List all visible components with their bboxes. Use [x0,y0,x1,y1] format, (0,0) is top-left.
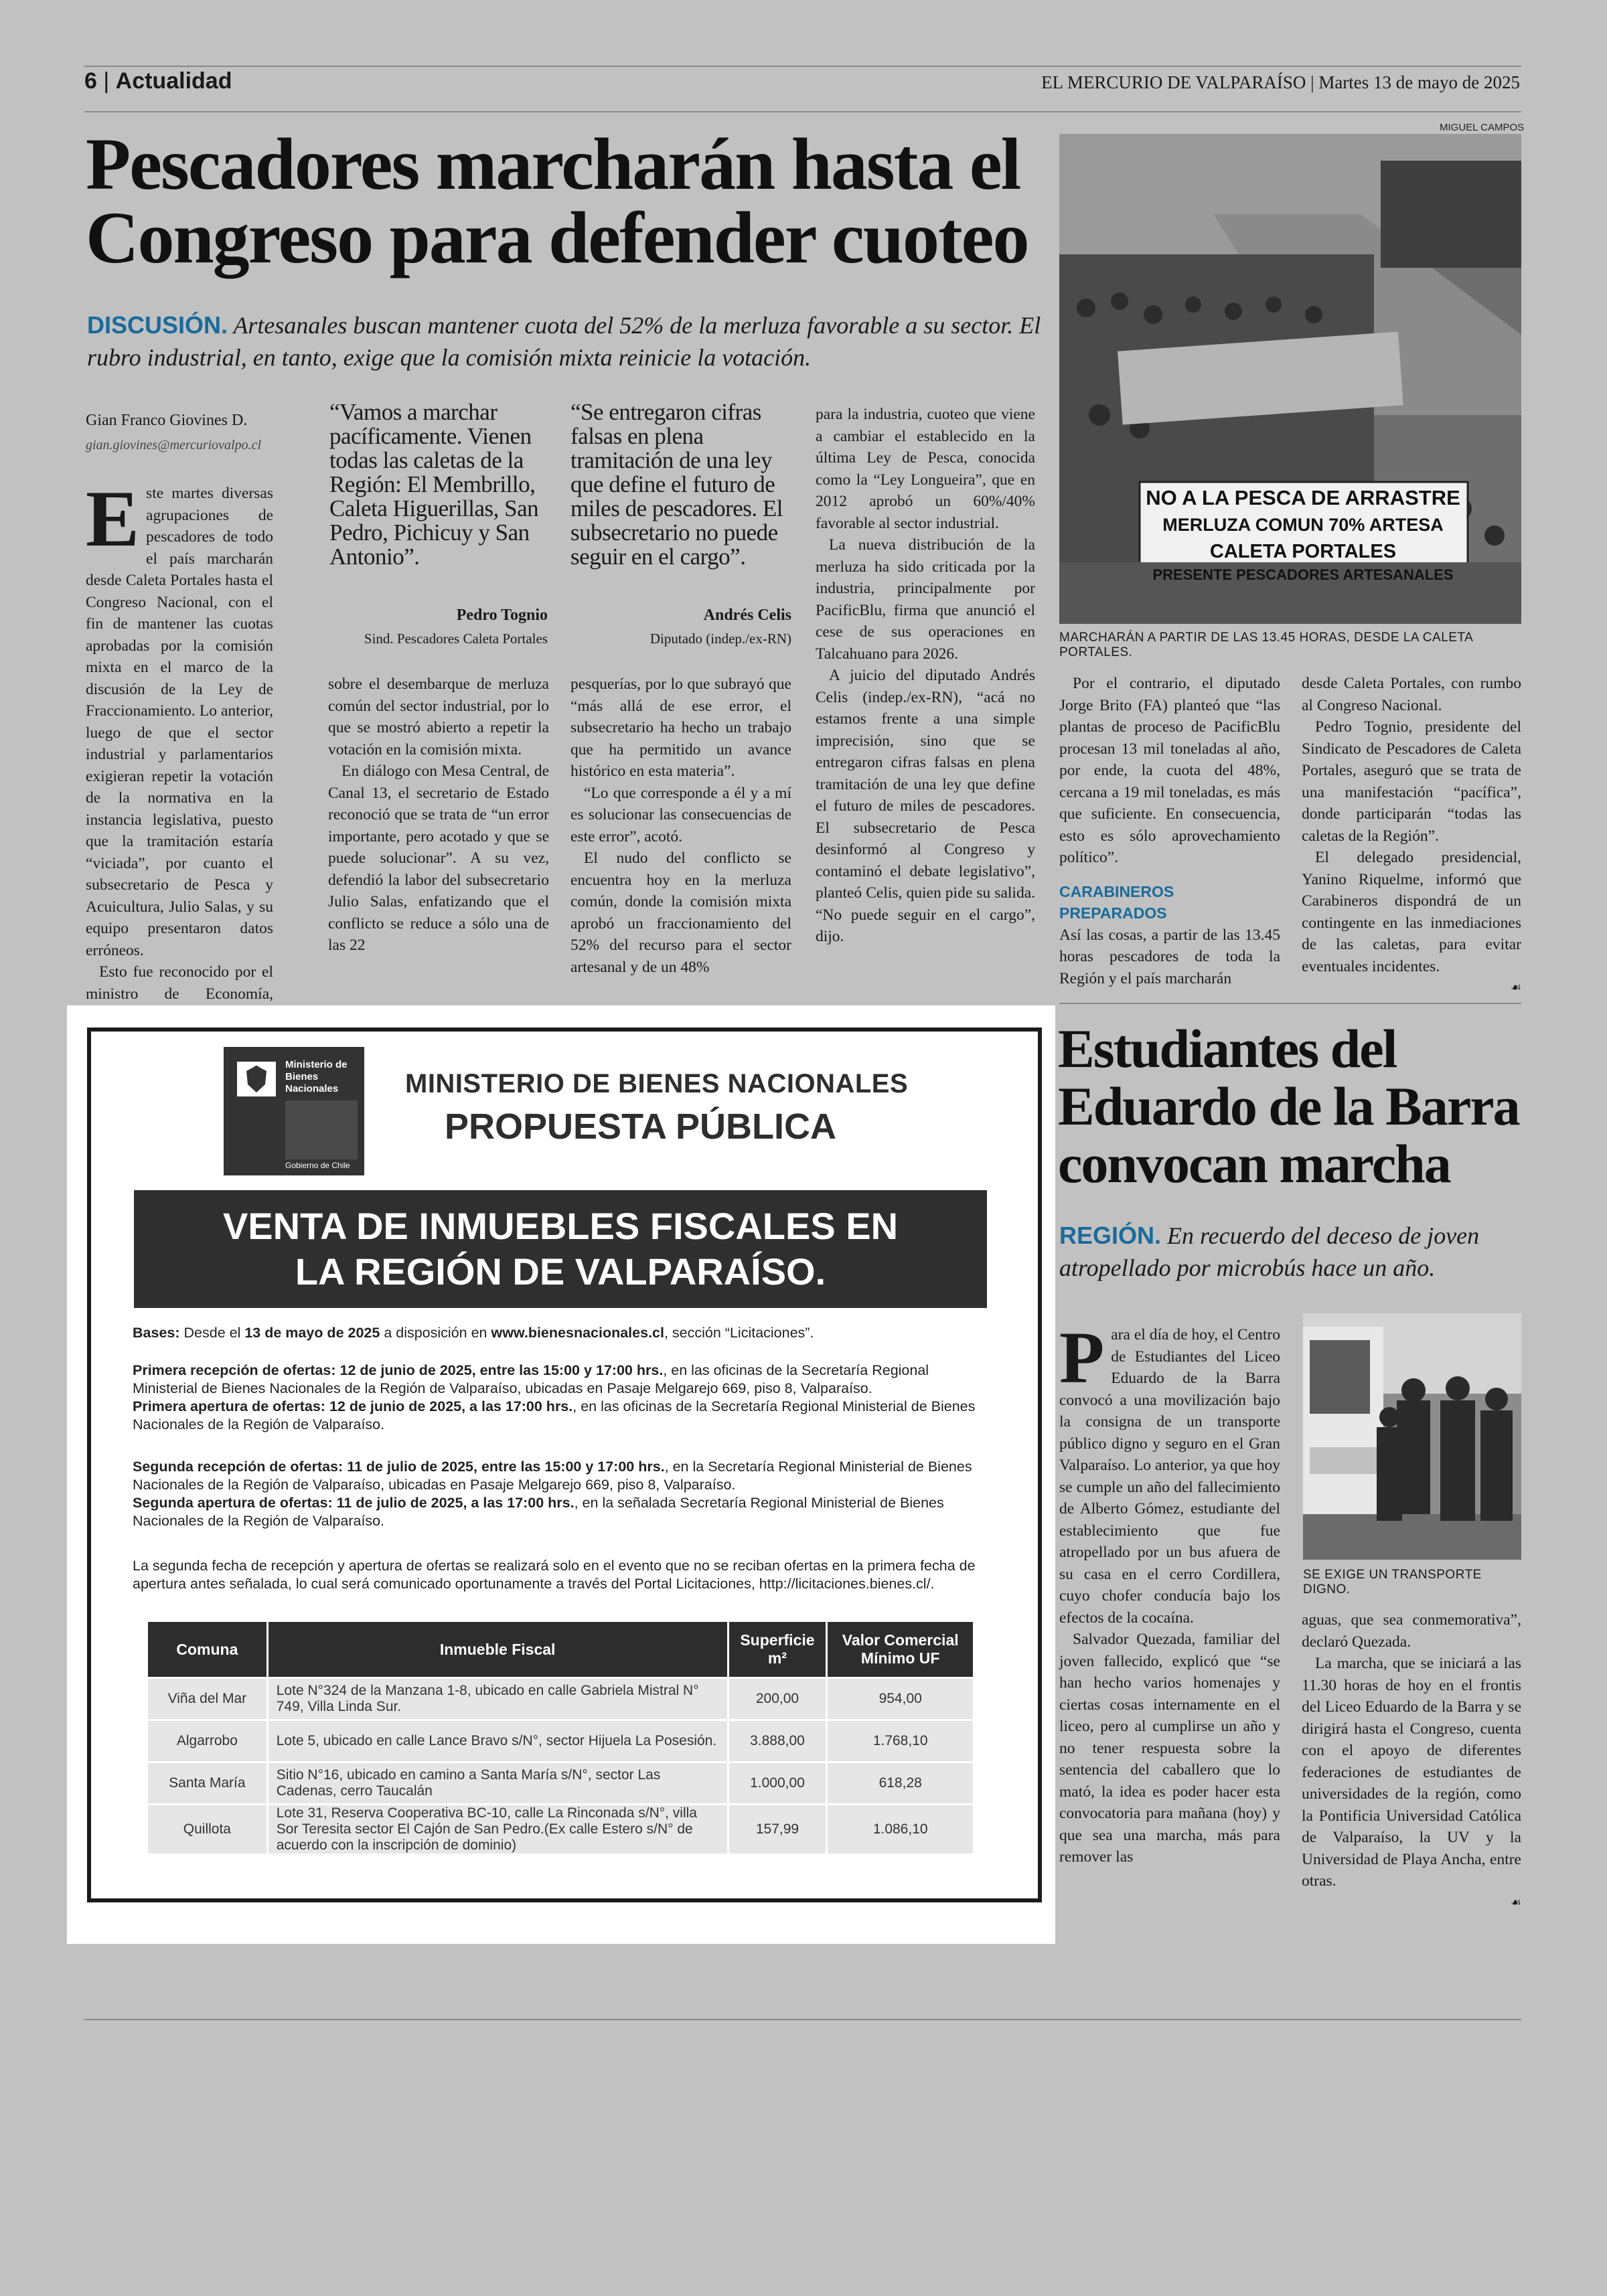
table-cell: 1.768,10 [827,1720,974,1762]
subhead: CARABINEROS PREPARADOS [1059,882,1174,922]
bases-date: 13 de mayo de 2025 [244,1325,380,1341]
ad-first-round [133,1362,990,1434]
table-cell: 3.888,00 [728,1720,827,1762]
paragraph: pesquerías, por lo que subrayó que “más allá de ese error, el subsecretario ha hecho un trabajo que ha permitido un avance histórico en esta materia”. [570,675,791,780]
table-row [147,1762,974,1805]
table-row [147,1805,974,1855]
paragraph: “Lo que corresponde a él y a mí es solucionar las consecuencias de este error”, acotó. [570,784,791,845]
pull-quote-1-name: Pedro Tognio [456,606,548,624]
table-cell: Lote N°324 de la Manzana 1-8, ubicado en calle Gabriela Mistral N° 749, Villa Linda Sur. [267,1678,728,1720]
header-bottom-rule [84,111,1521,112]
table-cell: 157,99 [728,1805,827,1855]
paragraph: Salvador Quezada, familiar del joven fallecido, explicó que “se han hecho varios homenajes y ciertas cosas internamente en el liceo, pero al cumplirse un año y no tener respuesta sobre la sentencia del caballero que lo mató, la idea es poder hacer esta convocatoria para mañana (hoy) y que sea una marcha, más para remover las [1059,1631,1280,1866]
table-cell: 954,00 [827,1678,974,1720]
logo-line: Ministerio de [285,1059,348,1070]
march-photo [1059,134,1521,624]
section-name: Actualidad [115,68,232,94]
students-photo-image [1303,1313,1521,1560]
bases-url: www.bienesnacionales.cl [491,1325,664,1341]
pull-quote-2: “Se entregaron cifras falsas en plena tramitación de una ley que define el futuro de miles de pescadores. El subsecretario no puede seguir en el cargo”. [570,399,783,570]
second-deck-text: En recuerdo del deceso de joven atropellado por microbús hace un año. [1059,1222,1480,1281]
first-reception-label: Primera recepción de ofertas: 12 de junio de 2025, entre las 15:00 y 17:00 hrs. [133,1362,664,1378]
ad-banner [134,1190,987,1308]
story1-column-1 [86,410,273,1070]
logo-text [285,1059,348,1095]
main-kicker: DISCUSIÓN. [87,311,228,339]
ad-bases [133,1324,990,1342]
paragraph: Así las cosas, a partir de las 13.45 horas pescadores de toda la Región y el país marcharán [1059,926,1280,987]
paragraph: A juicio del diputado Andrés Celis (indep./ex-RN), “acá no estamos frente a una simple imprecisión, sino que se entregaron cifras falsas en plena tramitación de una ley que define el futuro de miles de pescadores. El subsecretario de Pesca desinformó al Congreso y contaminó el debate legislativo”, planteó Celis, quien pide su salida. “No puede seguir en el cargo”, dijo. [816,667,1035,945]
protest-banner-line: CALETA PORTALES [1209,541,1397,562]
end-mark: ☙ [1510,1895,1521,1910]
story1-column-5 [1059,673,1280,989]
ad-note: La segunda fecha de recepción y apertura de ofertas se realizará solo en el evento que no se reciban ofertas en la primera fecha de apertura antes señalada, lo cual será comunicado oportunamente a través del Portal Licitaciones, http://licitaciones.bienes.cl/. [133,1558,976,1592]
first-opening-label: Primera apertura de ofertas: 12 de junio de 2025, a las 17:00 hrs. [133,1398,573,1414]
second-reception-text: , en la Secretaría Regional Ministerial de Bienes Nacionales de la Región de Valparaíso, ubicadas en Pasaje Melgarejo 669, piso 8, Valparaíso. [133,1459,972,1493]
byline: Gian Franco Giovines D. [86,412,248,429]
protest-banner-line: PRESENTE PESCADORES ARTESANALES [1152,566,1454,583]
dropcap: E [86,474,140,563]
paragraph: para la industria, cuoteo que viene a cambiar el establecido en la última Ley de Pesca, conocida como la “Ley Longueira”, que en 2012 aprobó un 60%/40% favorable al sector industrial. [816,406,1035,532]
pull-quote-2-name: Andrés Celis [703,606,791,624]
ministry-name: MINISTERIO DE BIENES NACIONALES [405,1069,909,1098]
table-header-row [147,1621,974,1678]
first-opening-text: , en las oficinas de la Secretaría Regional Ministerial de Bienes Nacionales de la Región de Valparaíso. [133,1398,976,1432]
logo-line: Bienes [285,1071,319,1082]
paragraph: En diálogo con Mesa Central, de Canal 13, el secretario de Estado reconoció que se trata de “un error importante, pero acotado y que se puede solucionar”. A su vez, defendió la labor del subsecretario Julio Salas, enfatizando que el conflicto se reduce a sólo una de las 22 [328,762,549,954]
students-photo-caption: SE EXIGE UN TRANSPORTE DIGNO. [1303,1568,1482,1596]
main-deck [87,309,1045,374]
table-row [147,1720,974,1762]
second-reception-label: Segunda recepción de ofertas: 11 de julio de 2025, entre las 15:00 y 17:00 hrs. [133,1459,665,1475]
second-opening-label: Segunda apertura de ofertas: 11 de julio de 2025, a las 17:00 hrs. [133,1495,575,1511]
paragraph: La nueva distribución de la merluza ha sido criticada por la industria, principalmente por PacificBlu, firma que anunció el cese de sus operaciones en Talcahuano para 2026. [816,536,1035,663]
paragraph: ara el día de hoy, el Centro de Estudiantes del Liceo Eduardo de la Barra convocó a una movilización bajo la consigna de un transporte público digno y seguro en el Gran Valparaíso. Lo anterior, ya que hoy se cumple un año del fallecimiento de Alberto Gómez, estudiante del establecimiento que fue atropellado por un bus afuera de su casa en el cerro Cordillera, cuyo chofer conducía bajo los efectos de la cocaína. [1059,1326,1280,1627]
paragraph: El nudo del conflicto se encuentra hoy en la merluza común, donde la comisión mixta aprobó un fraccionamiento del 52% del recurso para el sector artesanal y de un 48% [570,849,791,976]
coat-of-arms-icon [237,1062,276,1096]
story1-column-4 [816,404,1035,948]
property-table [146,1620,975,1856]
table-cell: 200,00 [728,1678,827,1720]
logo-line: Nacionales [285,1083,339,1094]
paragraph: El delegado presidencial, Yanino Riquelme, informó que Carabineros dispondrá de un contingente en las inmediaciones de las caletas, para evitar eventuales incidentes. [1302,849,1521,975]
section-divider [1059,1003,1521,1004]
protest-banner-line: NO A LA PESCA DE ARRASTRE [1146,486,1460,509]
section-label: 6 | Actualidad [84,68,232,94]
main-headline: Pescadores marcharán hasta el Congreso para defender cuoteo [86,123,1028,278]
photo-caption: MARCHARÁN A PARTIR DE LAS 13.45 HORAS, DESDE LA CALETA PORTALES. [1059,631,1473,659]
protest-banner-line: MERLUZA COMUN 70% ARTESA [1162,515,1444,535]
masthead-info: EL MERCURIO DE VALPARAÍSO | Martes 13 de mayo de 2025 [1041,72,1520,92]
ad-second-round [133,1458,990,1530]
story2-column-1 [1059,1317,1280,1868]
students-photo [1303,1313,1521,1560]
second-kicker: REGIÓN. [1059,1222,1162,1249]
ministry-logo [224,1047,364,1175]
photo-credit: MIGUEL CAMPOS [1440,122,1525,133]
first-reception-text: , en las oficinas de la Secretaría Regional Ministerial de Bienes Nacionales de la Región de Valparaíso, ubicadas en Pasaje Melgarejo 669, piso 8, Valparaíso. [133,1362,929,1396]
table-cell: 1.000,00 [728,1762,827,1805]
table-header: Comuna [147,1621,268,1678]
table-cell: Lote 5, ubicado en calle Lance Bravo s/N°, sector Hijuela La Posesión. [267,1720,728,1762]
bases-text: , sección “Licitaciones”. [664,1325,814,1341]
main-deck-text: Artesanales buscan mantener cuota del 52% de la merluza favorable a su sector. El rubro industrial, en tanto, exige que la comisión mixta reinicie la votación. [87,312,1041,371]
table-header: Superficie m² [728,1621,827,1678]
bases-text: Desde el [183,1325,241,1341]
ad-title: PROPUESTA PÚBLICA [445,1106,837,1147]
paragraph: Pedro Tognio, presidente del Sindicato de Pescadores de Caleta Portales, aseguró que se trata de una manifestación “pacífica”, donde participarán “todas las caletas de la Región”. [1302,718,1521,845]
newspaper-name: EL MERCURIO DE VALPARAÍSO [1041,72,1306,92]
story1-column-2 [328,673,549,957]
page-number: 6 [84,68,97,94]
paragraph: Esto fue reconocido por el ministro de Economía, [86,963,273,1003]
table-cell: Algarrobo [147,1720,268,1762]
story2-column-2 [1302,1609,1521,1914]
bases-label: Bases: [133,1325,180,1341]
paragraph: ste martes diversas agrupaciones de pescadores de todo el país marcharán desde Caleta Portales hasta el Congreso Nacional, con el fin de mantener las cuotas aprobadas por la comisión mixta en el marco de la discusión de la Ley de Fraccionamiento. Lo anterior, luego de que el sector industrial y parlamentarios exigieran repetir la votación de la normativa en la instancia legislativa, puesto que la tramitación estaría “viciada”, por cuanto el subsecretario de Pesca y Acuicultura, Julio Salas, y su equipo presentaron datos erróneos. [86,485,273,959]
ad-banner-line: VENTA DE INMUEBLES FISCALES EN [222,1205,899,1247]
paragraph: La marcha, que se iniciará a las 11.30 horas de hoy en el frontis del Liceo Eduardo de la Barra y se dirigirá hasta el Congreso, cuenta con el apoyo de diferentes federaciones de estudiantes de universidades de la región, como la Pontificia Universidad Católica de Valparaíso, la UV y la Universidad de Playa Ancha, entre otras. [1302,1655,1521,1890]
story1-column-6 [1302,673,1521,999]
table-cell: Quillota [147,1805,268,1855]
paragraph: aguas, que sea conmemorativa”, declaró Quezada. [1302,1611,1521,1651]
paragraph: sobre el desembarque de merluza común del sector industrial, por lo que se mostró abierto a repetir la votación en la comisión mixta. [328,675,549,758]
table-cell: 618,28 [827,1762,974,1805]
page-bottom-rule [84,2019,1521,2020]
table-row [147,1678,974,1720]
table-cell: Viña del Mar [147,1678,268,1720]
table-cell: Santa María [147,1762,268,1805]
bases-text: a disposición en [384,1325,487,1341]
author-email: gian.giovines@mercuriovalpo.cl [86,437,262,453]
table-header: Inmueble Fiscal [267,1621,728,1678]
ad-banner-line: LA REGIÓN DE VALPARAÍSO. [295,1250,826,1293]
second-deck [1059,1220,1528,1284]
header-top-rule [84,66,1521,67]
logo-footer: Gobierno de Chile [285,1161,350,1170]
story1-column-3 [570,673,791,978]
paragraph: Por el contrario, el diputado Jorge Brito (FA) planteó que “las plantas de proceso de PacificBlu procesan 13 mil toneladas al año, por ende, la cuota del 48%, cercana a 19 mil toneladas, es más que suficiente. En consecuencia, esto es sólo aprovechamiento político”. [1059,675,1280,866]
paragraph: desde Caleta Portales, con rumbo al Congreso Nacional. [1302,675,1521,714]
table-cell: Sitio N°16, ubicado en camino a Santa María s/N°, sector Las Cadenas, cerro Taucalán [267,1762,728,1805]
table-cell: 1.086,10 [827,1805,974,1855]
pull-quote-2-role: Diputado (indep./ex-RN) [649,631,791,647]
pull-quote-1: “Vamos a marchar pacíficamente. Vienen todas las caletas de la Región: El Membrillo, Caleta Higuerillas, San Pedro, Pichicuy y San Antonio”. [329,399,539,570]
pull-quote-1-role: Sind. Pescadores Caleta Portales [364,631,548,647]
table-header: Valor Comercial Mínimo UF [827,1621,974,1678]
table-cell: Lote 31, Reserva Cooperativa BC-10, calle La Rinconada s/N°, villa Sor Teresita sector El Cajón de San Pedro.(Ex calle Estero s/N° de acuerdo con la inscripción de dominio) [267,1805,728,1855]
second-opening-text: , en la señalada Secretaría Regional Ministerial de Bienes Nacionales de la Región de Valparaíso. [133,1495,944,1529]
dropcap: P [1059,1317,1105,1398]
end-mark: ☙ [1510,981,1521,995]
issue-date: Martes 13 de mayo de 2025 [1318,72,1520,92]
logo-panel [285,1100,358,1159]
protest-banner [1142,485,1464,585]
second-headline: Estudiantes del Eduardo de la Barra convocan marcha [1058,1018,1519,1194]
